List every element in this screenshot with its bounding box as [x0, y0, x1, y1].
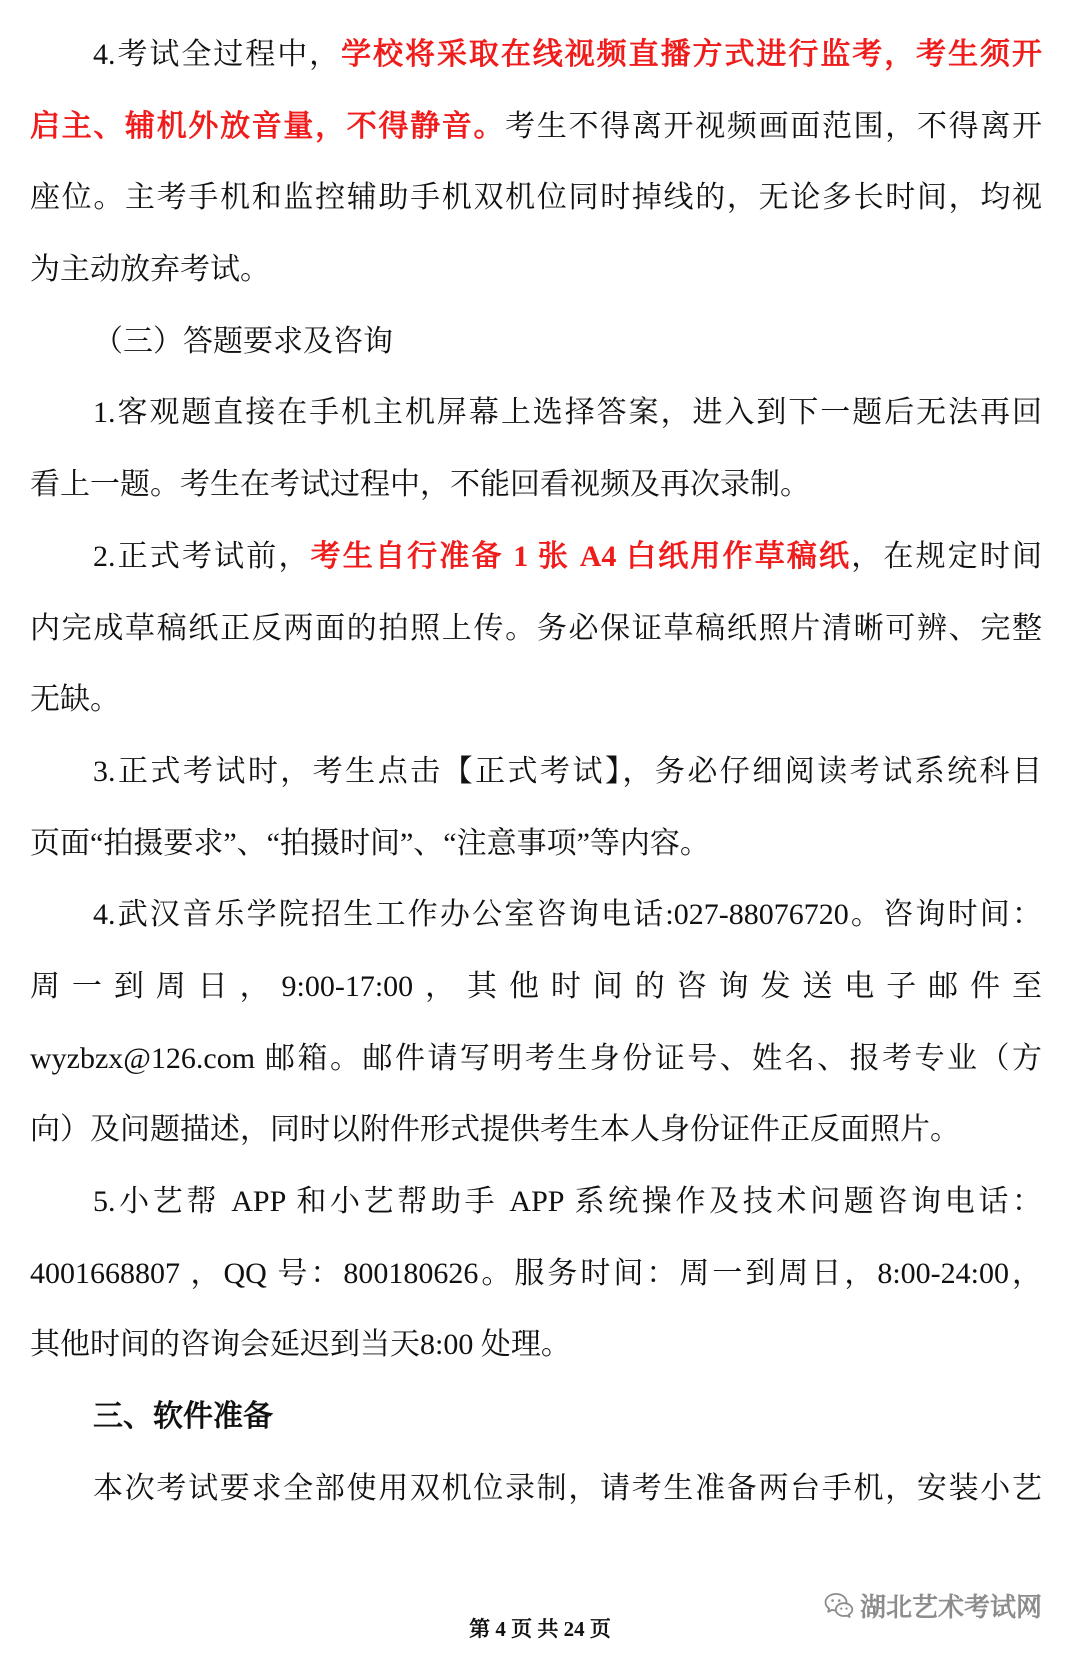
- text-segment: 4.考试全过程中，: [93, 38, 342, 71]
- text-segment: 5.小艺帮 APP 和小艺帮助手 APP 系统操作及技术问题咨询电话：: [93, 1185, 1042, 1218]
- text-line: [30, 736, 1042, 808]
- text-segment: 周一到周日，9:00-17:00，其他时间的咨询发送电子邮件至: [30, 969, 1042, 1003]
- emphasis-text: 启主、辅机外放音量，不得静音。: [30, 109, 506, 143]
- text-line: [30, 951, 1042, 1023]
- text-line: [30, 162, 1042, 234]
- text-line: [30, 1238, 1042, 1310]
- text-line: [30, 879, 1042, 951]
- text-segment: 2.正式考试前，: [93, 539, 311, 573]
- text-segment: wyzbzx@126.com 邮箱。邮件请写明考生身份证号、姓名、报考专业（方: [30, 1041, 1042, 1075]
- text-line: [30, 664, 1042, 736]
- text-line: [30, 1023, 1042, 1095]
- text-line: [30, 1309, 1042, 1381]
- watermark-text: 湖北艺术考试网: [859, 1591, 1042, 1622]
- text-line: [30, 19, 1042, 91]
- text-segment: 考生不得离开视频画面范围，不得离开: [505, 109, 1042, 143]
- text-line: [30, 234, 1042, 306]
- text-segment: 内完成草稿纸正反两面的拍照上传。务必保证草稿纸照片清晰可辨、完整: [30, 611, 1042, 645]
- emphasis-text: 考生自行准备 1 张 A4 白纸用作草稿纸: [310, 539, 852, 573]
- text-segment: 看上一题。考生在考试过程中，不能回看视频及再次录制。: [30, 468, 810, 502]
- text-line: [30, 377, 1042, 449]
- text-segment: 4001668807 ，QQ 号：800180626。服务时间：周一到周日，8:00-24:00，: [30, 1256, 1042, 1290]
- text-line: [30, 593, 1042, 665]
- text-line: [30, 91, 1042, 163]
- text-segment: 三、软件准备: [93, 1400, 273, 1434]
- emphasis-text: 学校将采取在线视频直播方式进行监考，考生须开: [341, 38, 1042, 71]
- text-segment: 页面“拍摄要求”、“拍摄时间”、“注意事项”等内容。: [30, 826, 710, 860]
- text-line: [30, 1166, 1042, 1238]
- subsection-heading: [30, 306, 1042, 378]
- text-segment: （三）答题要求及咨询: [93, 324, 393, 358]
- document-body: [30, 19, 1042, 1524]
- text-line: [30, 1453, 1042, 1525]
- text-segment: 为主动放弃考试。: [30, 253, 270, 287]
- text-segment: 其他时间的咨询会延迟到当天8:00 处理。: [30, 1328, 571, 1362]
- text-segment: ，在规定时间: [851, 539, 1042, 573]
- text-segment: 3.正式考试时，考生点击【正式考试】，务必仔细阅读考试系统科目: [93, 754, 1042, 788]
- text-segment: 4.武汉音乐学院招生工作办公室咨询电话:027-88076720。咨询时间：: [93, 898, 1042, 932]
- text-line: [30, 449, 1042, 521]
- section-heading: [30, 1381, 1042, 1453]
- text-line: [30, 1094, 1042, 1166]
- page-number: 第 4 页 共 24 页: [469, 1617, 611, 1641]
- text-segment: 无缺。: [30, 683, 120, 717]
- text-line: [30, 808, 1042, 880]
- text-segment: 向）及问题描述，同时以附件形式提供考生本人身份证件正反面照片。: [30, 1113, 960, 1147]
- text-segment: 座位。主考手机和监控辅助手机双机位同时掉线的，无论多长时间，均视: [30, 181, 1042, 215]
- text-segment: 本次考试要求全部使用双机位录制，请考生准备两台手机，安装小艺: [93, 1471, 1042, 1505]
- text-segment: 1.客观题直接在手机主机屏幕上选择答案，进入到下一题后无法再回: [93, 396, 1042, 430]
- text-line: [30, 521, 1042, 593]
